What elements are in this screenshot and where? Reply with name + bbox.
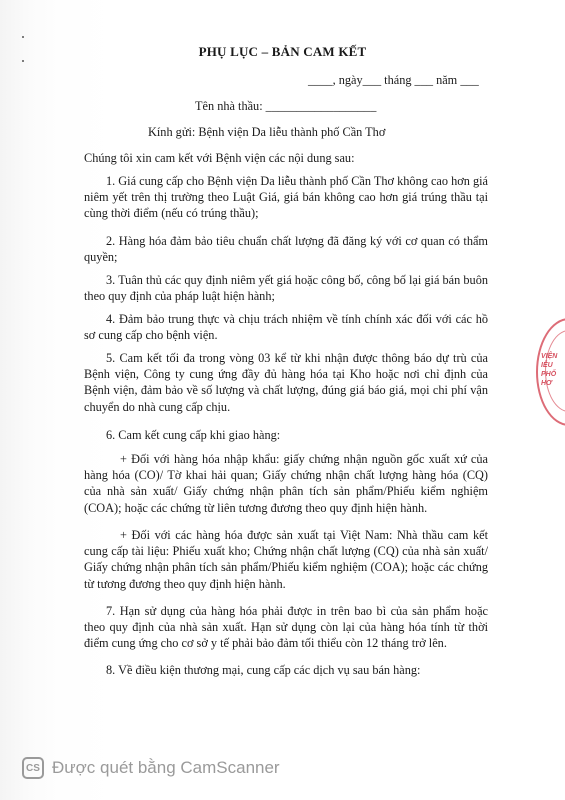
imported-goods-paragraph: + Đối với hàng hóa nhập khẩu: giấy chứng nhận nguồn gốc xuất xứ của hàng hóa (CO)/ Tờ khai hải quan; Giấy chứng nhận chất lượng hàng hóa (CQ) của nhà sản xuất/ Giấy chứng nhận phân tích sản phẩm/Phiếu kiểm nghiệm (COA); hoặc các chứng từ liên tương đương theo quy định hiện hành. — [84, 452, 488, 515]
intro-line: Chúng tôi xin cam kết với Bệnh viện các nội dung sau: — [84, 151, 355, 165]
commitment-paragraph-7: 7. Hạn sử dụng của hàng hóa phải được in trên bao bì của sản phẩm hoặc theo quy định của nhà sản xuất. Hạn sử dụng còn lại của hàng hóa tính từ thời điểm cung ứng cho cơ sở y tế phải bảo đảm tối thiểu còn 12 tháng trở lên. — [84, 604, 488, 651]
domestic-goods-paragraph: + Đối với các hàng hóa được sản xuất tại Việt Nam: Nhà thầu cam kết cung cấp tài liệu: Phiếu xuất kho; Chứng nhận chất lượng (CQ) của nhà sản xuất/ Giấy chứng nhận phân tích sản phẩm/Phiếu kiểm nghiệm (COA); hoặc các chứng từ tương đương theo quy định hiện hành. — [84, 528, 488, 591]
scan-speck — [22, 60, 24, 62]
recipient-line: Kính gửi: Bệnh viện Da liễu thành phố Cần Thơ — [148, 125, 386, 139]
date-line: ____, ngày___ tháng ___ năm ___ — [308, 73, 479, 87]
camscanner-logo-icon: CS — [22, 757, 44, 779]
commitment-paragraph-4: 4. Đảm bảo trung thực và chịu trách nhiệm về tính chính xác đối với các hồ sơ cung cấp cho bệnh viện. — [84, 312, 488, 343]
commitment-paragraph-2: 2. Hàng hóa đảm bảo tiêu chuẩn chất lượng đã đăng ký với cơ quan có thẩm quyền; — [84, 234, 488, 265]
commitment-paragraph-8: 8. Về điều kiện thương mại, cung cấp các dịch vụ sau bán hàng: — [106, 663, 421, 677]
commitment-paragraph-5: 5. Cam kết tối đa trong vòng 03 kể từ khi nhận được thông báo dự trù của Bệnh viện, Công ty cung ứng đầy đủ hàng hóa tại Kho hoặc nơi chỉ định của Bệnh viện, đảm bảo về số lượng và chất lượng, đúng giá báo giá, mọi chi phí vận chuyển do nhà cung cấp chịu. — [84, 351, 488, 414]
document-title: PHỤ LỤC – BẢN CAM KẾT — [198, 44, 367, 59]
commitment-paragraph-3: 3. Tuân thủ các quy định niêm yết giá hoặc công bố, công bố lại giá bán buôn theo quy định của pháp luật hiện hành; — [84, 273, 488, 304]
camscanner-watermark-text: Được quét bằng CamScanner — [52, 758, 280, 777]
commitment-paragraph-1: 1. Giá cung cấp cho Bệnh viện Da liễu thành phố Cần Thơ không cao hơn giá niêm yết trên thị trường theo Luật Giá, giá bán không cao hơn giá trúng thầu tại cùng thời điểm (nếu có trúng thầu); — [84, 174, 488, 221]
scan-speck — [22, 36, 24, 38]
red-seal-text: VIỆN IỄU PHỐ HƠ — [541, 353, 558, 387]
commitment-paragraph-6: 6. Cam kết cung cấp khi giao hàng: — [106, 428, 281, 442]
bidder-name-line: Tên nhà thầu: __________________ — [195, 99, 377, 113]
camscanner-watermark — [22, 756, 280, 780]
